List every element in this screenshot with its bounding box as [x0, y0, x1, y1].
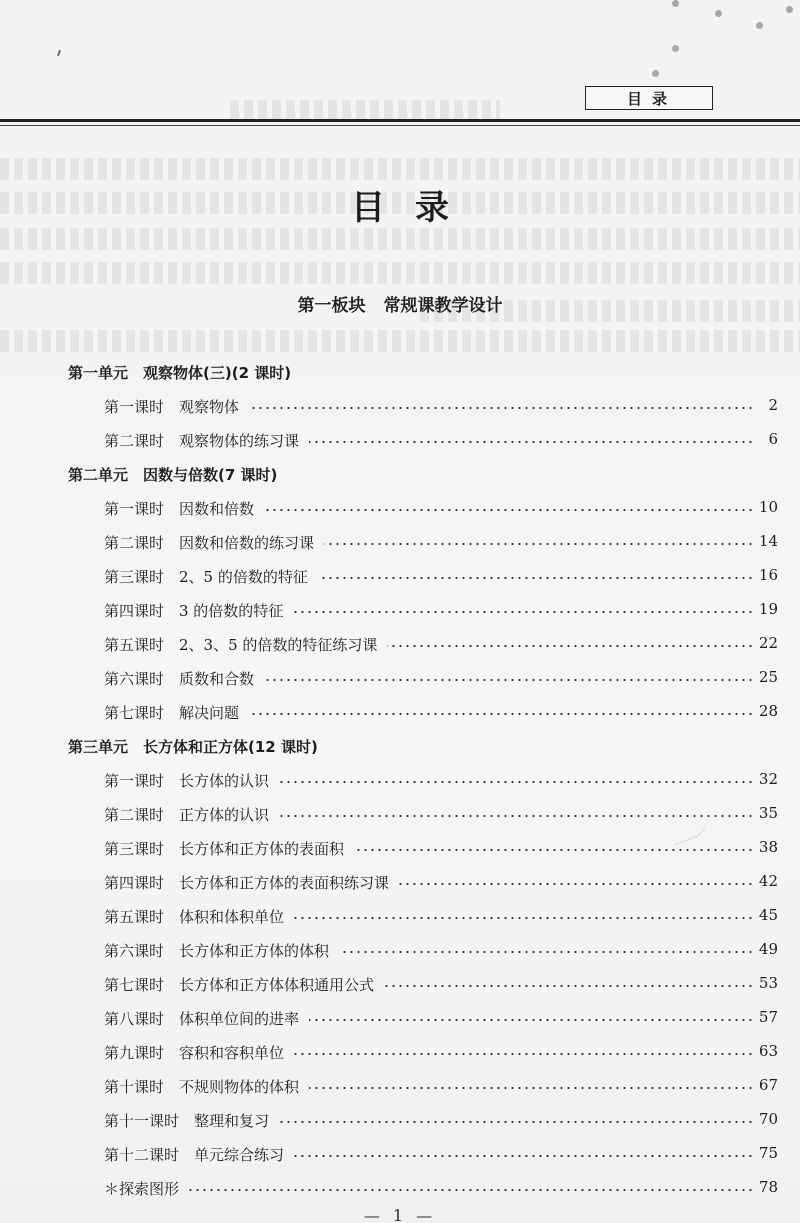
toc-entry-page: 19 [758, 600, 778, 618]
toc-entry-page: 45 [758, 906, 778, 924]
header-tab-label: 目录 [626, 89, 677, 108]
dot-leader [279, 780, 754, 784]
header-rule [0, 119, 800, 122]
toc-entry-page: 14 [758, 532, 778, 550]
toc-entry-title: 第五课时 2、3、5 的倍数的特征练习课 [104, 636, 378, 654]
dot-leader [309, 1086, 754, 1090]
unit-heading [0, 362, 800, 388]
toc-entry [0, 668, 800, 694]
toc-entry-page: 42 [758, 872, 778, 890]
toc-entry-page: 32 [758, 770, 778, 788]
toc-entry-page: 22 [758, 634, 778, 652]
toc-entry-title: ＊探索图形 [104, 1180, 180, 1198]
dot-leader [294, 1052, 754, 1056]
toc-entry-title: 第一课时 因数和倍数 [104, 500, 255, 518]
toc-entry [0, 634, 800, 660]
unit-title: 第二单元 因数与倍数(7 课时) [68, 466, 278, 484]
toc-entry-title: 第三课时 2、5 的倍数的特征 [104, 568, 308, 586]
section-label-a: 第一板块 [297, 296, 366, 316]
dot-leader [279, 1120, 754, 1124]
dot-leader [309, 1018, 754, 1022]
unit-heading [0, 464, 800, 490]
toc-entry-page: 6 [768, 430, 778, 448]
page-title: 目录 [351, 188, 479, 228]
toc-entry [0, 1008, 800, 1034]
section-label-b: 常规课教学设计 [383, 296, 503, 316]
dot-leader [318, 576, 754, 580]
toc-entry-page: 49 [758, 940, 778, 958]
dot-leader [384, 984, 754, 988]
toc-entry-page: 53 [758, 974, 778, 992]
dot-leader [264, 678, 754, 682]
toc-entry-title: 第六课时 长方体和正方体的体积 [104, 942, 330, 960]
toc-entry-title: 第六课时 质数和合数 [104, 670, 255, 688]
toc-entry-page: 57 [758, 1008, 778, 1026]
toc-entry [0, 1042, 800, 1068]
toc-entry-title: 第四课时 3 的倍数的特征 [104, 602, 284, 620]
speck [57, 50, 61, 56]
toc-entry-title: 第七课时 解决问题 [104, 704, 240, 722]
toc-entry-page: 67 [758, 1076, 778, 1094]
toc-entry [0, 872, 800, 898]
dot-leader [294, 916, 754, 920]
toc-entry [0, 906, 800, 932]
dot-leader [294, 1154, 754, 1158]
unit-title: 第一单元 观察物体(三)(2 课时) [68, 364, 292, 382]
toc-entry [0, 770, 800, 796]
toc-entry-page: 16 [758, 566, 778, 584]
toc-entry-page: 28 [758, 702, 778, 720]
dot-leader [279, 814, 754, 818]
toc-entry-page: 38 [758, 838, 778, 856]
toc-entry [0, 600, 800, 626]
toc-entry-page: 63 [758, 1042, 778, 1060]
bleed-through [0, 262, 800, 284]
toc-entry-title: 第五课时 体积和体积单位 [104, 908, 285, 926]
dot-leader [293, 610, 754, 614]
toc-entry-title: 第二课时 观察物体的练习课 [104, 432, 300, 450]
toc-entry-title: 第十课时 不规则物体的体积 [104, 1078, 300, 1096]
toc-entry-page: 10 [758, 498, 778, 516]
toc-entry-title: 第二课时 正方体的认识 [104, 806, 270, 824]
toc-entry [0, 940, 800, 966]
toc-entry [0, 974, 800, 1000]
toc-entry-page: 2 [768, 396, 778, 414]
toc-entry-title: 第四课时 长方体和正方体的表面积练习课 [104, 874, 390, 892]
dot-leader [387, 644, 754, 648]
bleed-through [0, 158, 800, 180]
toc-entry-page: 70 [758, 1110, 778, 1128]
toc-entry-title: 第三课时 长方体和正方体的表面积 [104, 840, 345, 858]
toc-entry [0, 1076, 800, 1102]
dot-leader [309, 440, 754, 444]
toc-entry-title: 第九课时 容积和容积单位 [104, 1044, 285, 1062]
unit-heading [0, 736, 800, 762]
dot-leader [324, 542, 754, 546]
toc-entry-title: 第十二课时 单元综合练习 [104, 1146, 285, 1164]
dot-leader [264, 508, 754, 512]
toc-entry-title: 第七课时 长方体和正方体体积通用公式 [104, 976, 375, 994]
toc-entry [0, 1110, 800, 1136]
header-rule-thin [0, 125, 800, 126]
toc-entry-page: 35 [758, 804, 778, 822]
toc-entry [0, 702, 800, 728]
bleed-through [0, 330, 800, 352]
toc-entry-title: 第一课时 观察物体 [104, 398, 240, 416]
toc-entry [0, 498, 800, 524]
section-title [0, 291, 800, 316]
toc-entry-title: 第八课时 体积单位间的进率 [104, 1010, 300, 1028]
dot-leader [354, 848, 754, 852]
toc-entry [0, 430, 800, 456]
toc-entry [0, 1144, 800, 1170]
dot-leader [249, 712, 754, 716]
corner-marks [600, 0, 800, 90]
dot-leader [399, 882, 754, 886]
dot-leader [189, 1188, 754, 1192]
toc-entry-page: 25 [758, 668, 778, 686]
toc-entry [0, 532, 800, 558]
toc-entry-page: 75 [758, 1144, 778, 1162]
toc-entry-title: 第二课时 因数和倍数的练习课 [104, 534, 315, 552]
dot-leader [339, 950, 754, 954]
toc-entry [0, 566, 800, 592]
toc-entry [0, 1178, 800, 1204]
toc-entry-title: 第十一课时 整理和复习 [104, 1112, 270, 1130]
unit-title: 第三单元 长方体和正方体(12 课时) [68, 738, 318, 756]
toc-entry [0, 396, 800, 422]
bleed-through [0, 228, 800, 250]
page-footer-number: — 1 — [363, 1206, 437, 1223]
toc-entry-title: 第一课时 长方体的认识 [104, 772, 270, 790]
dot-leader [249, 406, 754, 410]
header-tab [585, 86, 713, 110]
toc-entry-page: 78 [758, 1178, 778, 1196]
